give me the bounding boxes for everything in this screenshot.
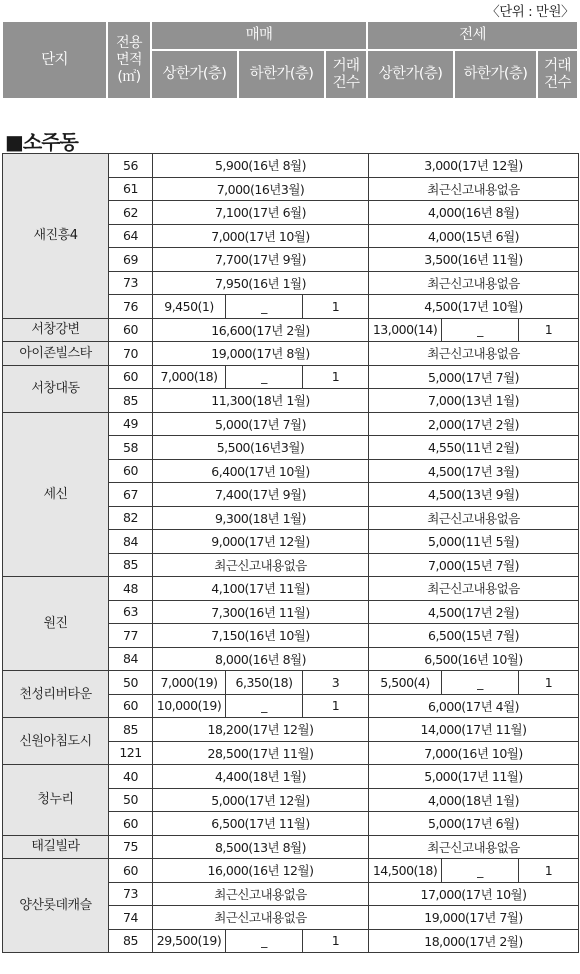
sale-upper-cell: 9,450(1) — [153, 295, 226, 319]
sale-price-cell: 8,000(16년 8월) — [153, 647, 369, 671]
complex-name: 세신 — [3, 412, 109, 577]
jeonse-price-cell: 2,000(17년 2월) — [369, 412, 579, 436]
jeonse-price-cell: 17,000(17년 10월) — [369, 882, 579, 906]
sale-price-cell: 7,150(16년 10월) — [153, 624, 369, 648]
jeonse-price-cell: 4,500(17년 10월) — [369, 295, 579, 319]
area-cell: 60 — [109, 812, 153, 836]
sale-price-cell: 4,100(17년 11월) — [153, 577, 369, 601]
complex-name: 아이존빌스타 — [3, 342, 109, 366]
complex-name: 원진 — [3, 577, 109, 671]
area-cell: 84 — [109, 530, 153, 554]
table-row — [3, 412, 579, 436]
sale-price-cell: 4,400(18년 1월) — [153, 765, 369, 789]
sale-price-cell: 28,500(17년 11월) — [153, 741, 369, 765]
sale-price-cell: 5,000(17년 12월) — [153, 788, 369, 812]
jeonse-price-cell: 7,000(15년 7월) — [369, 553, 579, 577]
table-row — [3, 577, 579, 601]
area-cell: 85 — [109, 389, 153, 413]
sale-upper-cell: 29,500(19) — [153, 929, 226, 953]
header-jeonse: 전세 — [368, 22, 577, 49]
table-row — [3, 718, 579, 742]
jeonse-upper-cell: 5,500(4) — [369, 671, 442, 695]
header-jeonse-count: 거래 건수 — [538, 51, 577, 98]
jeonse-price-cell: 최근신고내용없음 — [369, 271, 579, 295]
jeonse-count-cell: 1 — [519, 318, 579, 342]
table-row — [3, 365, 579, 389]
area-cell: 63 — [109, 600, 153, 624]
area-cell: 75 — [109, 835, 153, 859]
sale-price-cell: 18,200(17년 12월) — [153, 718, 369, 742]
area-cell: 77 — [109, 624, 153, 648]
sale-price-cell: 7,100(17년 6월) — [153, 201, 369, 225]
sale-count-cell: 1 — [303, 365, 369, 389]
sale-price-cell: 5,500(16년3월) — [153, 436, 369, 460]
jeonse-upper-cell: 14,500(18) — [369, 859, 442, 883]
sale-price-cell: 최근신고내용없음 — [153, 882, 369, 906]
complex-name: 신원아침도시 — [3, 718, 109, 765]
sale-price-cell: 7,000(17년 10월) — [153, 224, 369, 248]
area-cell: 60 — [109, 318, 153, 342]
area-cell: 50 — [109, 788, 153, 812]
jeonse-price-cell: 6,500(16년 10월) — [369, 647, 579, 671]
complex-name: 서창대동 — [3, 365, 109, 412]
sale-upper-cell: 10,000(19) — [153, 694, 226, 718]
jeonse-count-cell: 1 — [519, 671, 579, 695]
sale-upper-cell: 7,000(18) — [153, 365, 226, 389]
unit-label: 〈단위 : 만원〉 — [486, 4, 574, 20]
sale-lower-cell: _ — [226, 929, 303, 953]
area-cell: 56 — [109, 154, 153, 178]
jeonse-price-cell: 최근신고내용없음 — [369, 577, 579, 601]
sale-price-cell: 9,300(18년 1월) — [153, 506, 369, 530]
sale-count-cell: 1 — [303, 694, 369, 718]
sale-count-cell: 1 — [303, 295, 369, 319]
table-row — [3, 154, 579, 178]
table-row — [3, 859, 579, 883]
area-cell: 85 — [109, 718, 153, 742]
area-cell: 40 — [109, 765, 153, 789]
area-cell: 74 — [109, 906, 153, 930]
section-title: ■소주동 — [5, 130, 78, 154]
area-cell: 60 — [109, 859, 153, 883]
header-sale: 매매 — [152, 22, 366, 49]
area-cell: 64 — [109, 224, 153, 248]
complex-name: 청누리 — [3, 765, 109, 836]
jeonse-price-cell: 7,000(13년 1월) — [369, 389, 579, 413]
sale-price-cell: 5,900(16년 8월) — [153, 154, 369, 178]
area-cell: 50 — [109, 671, 153, 695]
jeonse-price-cell: 5,000(17년 6월) — [369, 812, 579, 836]
sale-price-cell: 8,500(13년 8월) — [153, 835, 369, 859]
area-cell: 85 — [109, 553, 153, 577]
area-cell: 70 — [109, 342, 153, 366]
jeonse-price-cell: 최근신고내용없음 — [369, 342, 579, 366]
header-jeonse-lower: 하한가(층) — [455, 51, 536, 98]
header-sale-count: 거래 건수 — [326, 51, 366, 98]
table-header — [3, 22, 577, 98]
jeonse-price-cell: 최근신고내용없음 — [369, 177, 579, 201]
header-complex: 단지 — [3, 22, 106, 98]
area-cell: 76 — [109, 295, 153, 319]
table-row — [3, 671, 579, 695]
jeonse-price-cell: 5,000(17년 11월) — [369, 765, 579, 789]
sale-lower-cell: _ — [226, 365, 303, 389]
table-row — [3, 342, 579, 366]
jeonse-price-cell: 최근신고내용없음 — [369, 835, 579, 859]
header-sale-lower: 하한가(층) — [239, 51, 324, 98]
jeonse-price-cell: 19,000(17년 7월) — [369, 906, 579, 930]
area-cell: 61 — [109, 177, 153, 201]
sale-lower-cell: _ — [226, 295, 303, 319]
sale-price-cell: 7,950(16년 1월) — [153, 271, 369, 295]
area-cell: 121 — [109, 741, 153, 765]
area-cell: 69 — [109, 248, 153, 272]
sale-price-cell: 19,000(17년 8월) — [153, 342, 369, 366]
jeonse-price-cell: 4,500(13년 9월) — [369, 483, 579, 507]
sale-price-cell: 16,600(17년 2월) — [153, 318, 369, 342]
sale-price-cell: 16,000(16년 12월) — [153, 859, 369, 883]
header-sale-upper: 상한가(층) — [152, 51, 237, 98]
sale-price-cell: 11,300(18년 1월) — [153, 389, 369, 413]
jeonse-price-cell: 18,000(17년 2월) — [369, 929, 579, 953]
area-cell: 60 — [109, 694, 153, 718]
table-row — [3, 835, 579, 859]
sale-price-cell: 최근신고내용없음 — [153, 906, 369, 930]
sale-count-cell: 3 — [303, 671, 369, 695]
jeonse-price-cell: 4,000(16년 8월) — [369, 201, 579, 225]
complex-name: 양산롯데캐슬 — [3, 859, 109, 953]
sale-count-cell: 1 — [303, 929, 369, 953]
jeonse-price-cell: 6,500(15년 7월) — [369, 624, 579, 648]
sale-lower-cell: 6,350(18) — [226, 671, 303, 695]
jeonse-price-cell: 4,500(17년 2월) — [369, 600, 579, 624]
jeonse-price-cell: 4,000(15년 6월) — [369, 224, 579, 248]
area-cell: 48 — [109, 577, 153, 601]
sale-price-cell: 9,000(17년 12월) — [153, 530, 369, 554]
jeonse-price-cell: 5,000(11년 5월) — [369, 530, 579, 554]
sale-price-cell: 5,000(17년 7월) — [153, 412, 369, 436]
jeonse-price-cell: 4,500(17년 3월) — [369, 459, 579, 483]
area-cell: 58 — [109, 436, 153, 460]
area-cell: 73 — [109, 882, 153, 906]
table-row — [3, 765, 579, 789]
jeonse-upper-cell: 13,000(14) — [369, 318, 442, 342]
complex-name: 새진흥4 — [3, 154, 109, 319]
area-cell: 73 — [109, 271, 153, 295]
jeonse-lower-cell: _ — [442, 671, 519, 695]
area-cell: 82 — [109, 506, 153, 530]
sale-price-cell: 6,400(17년 10월) — [153, 459, 369, 483]
complex-name: 천성리버타운 — [3, 671, 109, 718]
header-area: 전용 면적 (㎡) — [108, 22, 150, 98]
area-cell: 84 — [109, 647, 153, 671]
complex-name: 서창강변 — [3, 318, 109, 342]
jeonse-price-cell: 5,000(17년 7월) — [369, 365, 579, 389]
jeonse-price-cell: 최근신고내용없음 — [369, 506, 579, 530]
sale-upper-cell: 7,000(19) — [153, 671, 226, 695]
area-cell: 62 — [109, 201, 153, 225]
jeonse-lower-cell: _ — [442, 318, 519, 342]
jeonse-price-cell: 6,000(17년 4월) — [369, 694, 579, 718]
table-row — [3, 318, 579, 342]
area-cell: 49 — [109, 412, 153, 436]
jeonse-price-cell: 3,000(17년 12월) — [369, 154, 579, 178]
jeonse-price-cell: 7,000(16년 10월) — [369, 741, 579, 765]
jeonse-price-cell: 3,500(16년 11월) — [369, 248, 579, 272]
sale-price-cell: 7,300(16년 11월) — [153, 600, 369, 624]
jeonse-lower-cell: _ — [442, 859, 519, 883]
complex-name: 태길빌라 — [3, 835, 109, 859]
header-jeonse-upper: 상한가(층) — [368, 51, 453, 98]
price-table — [2, 153, 579, 953]
jeonse-price-cell: 4,550(11년 2월) — [369, 436, 579, 460]
price-table-body — [3, 154, 579, 953]
sale-price-cell: 7,000(16년3월) — [153, 177, 369, 201]
sale-price-cell: 7,400(17년 9월) — [153, 483, 369, 507]
area-cell: 67 — [109, 483, 153, 507]
area-cell: 85 — [109, 929, 153, 953]
jeonse-price-cell: 14,000(17년 11월) — [369, 718, 579, 742]
area-cell: 60 — [109, 365, 153, 389]
area-cell: 60 — [109, 459, 153, 483]
sale-lower-cell: _ — [226, 694, 303, 718]
jeonse-count-cell: 1 — [519, 859, 579, 883]
sale-price-cell: 6,500(17년 11월) — [153, 812, 369, 836]
sale-price-cell: 최근신고내용없음 — [153, 553, 369, 577]
sale-price-cell: 7,700(17년 9월) — [153, 248, 369, 272]
jeonse-price-cell: 4,000(18년 1월) — [369, 788, 579, 812]
